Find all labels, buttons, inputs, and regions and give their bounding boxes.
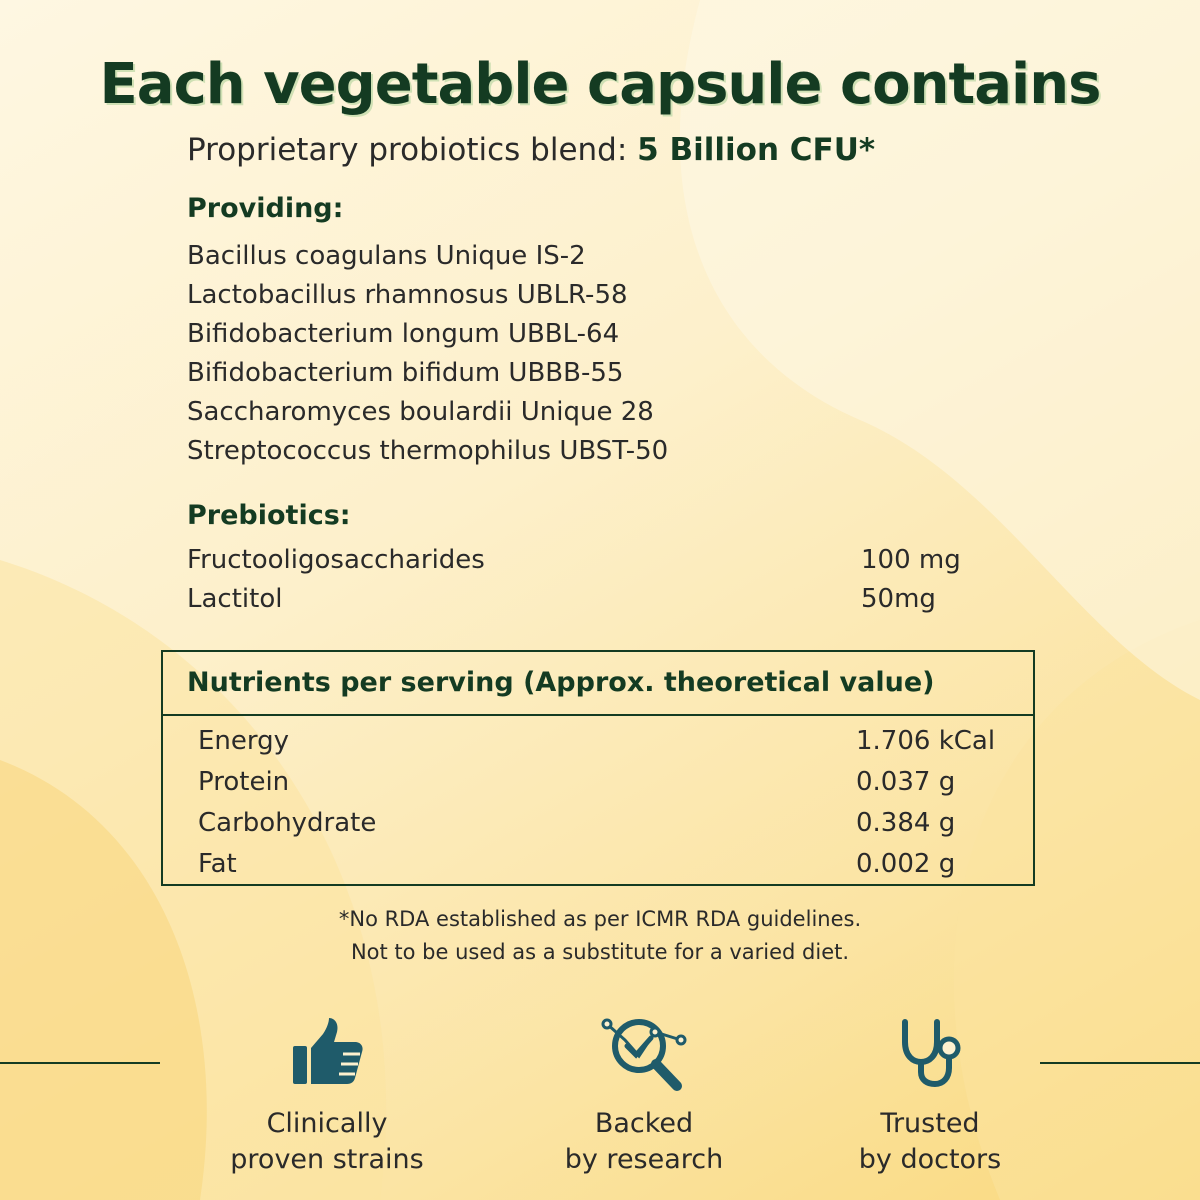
strain-list — [187, 237, 668, 471]
nutrient-name: Fat — [198, 849, 237, 879]
nutrient-name: Energy — [198, 726, 290, 756]
providing-heading: Providing: — [187, 193, 344, 224]
divider-left — [0, 1062, 160, 1064]
feature-line-2: by doctors — [858, 1144, 1002, 1175]
nutrient-value: 0.384 g — [856, 808, 956, 838]
probiotic-blend-line — [187, 132, 875, 168]
nutrient-name: Carbohydrate — [198, 808, 377, 838]
strain-item: Streptococcus thermophilus UBST-50 — [187, 436, 669, 466]
feature-line-2: proven strains — [230, 1144, 424, 1175]
nutrient-value: 1.706 kCal — [856, 726, 996, 756]
footnote-line-2: Not to be used as a substitute for a varied diet. — [350, 940, 850, 964]
feature-line-2: by research — [564, 1144, 724, 1175]
nutrients-table — [161, 650, 1035, 886]
nutrient-value: 0.037 g — [856, 767, 956, 797]
prebiotics-heading: Prebiotics: — [187, 500, 351, 531]
stethoscope-icon — [895, 1016, 965, 1088]
nutrient-row — [163, 761, 1033, 802]
strain-item: Lactobacillus rhamnosus UBLR-58 — [187, 280, 628, 310]
nutrients-table-header: Nutrients per serving (Approx. theoretical value) — [163, 652, 1033, 716]
prebiotic-name: Fructooligosaccharides — [187, 545, 485, 575]
research-magnifier-icon — [601, 1012, 687, 1092]
page-title: Each vegetable capsule contains — [99, 52, 1101, 117]
strain-item: Bacillus coagulans Unique IS-2 — [187, 241, 586, 271]
prebiotic-name: Lactitol — [187, 584, 283, 614]
nutrient-name: Protein — [198, 767, 290, 797]
blend-value: 5 Billion CFU* — [637, 132, 876, 168]
prebiotic-row — [187, 545, 987, 584]
strain-item: Saccharomyces boulardii Unique 28 — [187, 397, 654, 427]
feature-backed-by-research — [494, 1012, 794, 1178]
feature-line-1: Backed — [594, 1108, 694, 1139]
footnote-line-1: *No RDA established as per ICMR RDA guidelines. — [338, 907, 862, 931]
nutrient-row — [163, 802, 1033, 843]
feature-line-1: Clinically — [266, 1108, 388, 1139]
feature-line-1: Trusted — [880, 1108, 980, 1139]
prebiotic-row — [187, 584, 987, 623]
prebiotic-amount: 100 mg — [861, 545, 961, 575]
feature-clinically-proven — [177, 1012, 477, 1178]
thumbs-up-icon — [287, 1016, 367, 1088]
strain-item: Bifidobacterium longum UBBL-64 — [187, 319, 620, 349]
blend-label: Proprietary probiotics blend: — [187, 132, 638, 168]
nutrient-row — [163, 720, 1033, 761]
nutrient-row — [163, 843, 1033, 884]
nutrient-value: 0.002 g — [856, 849, 956, 879]
strain-item: Bifidobacterium bifidum UBBB-55 — [187, 358, 624, 388]
feature-trusted-by-doctors — [780, 1012, 1080, 1178]
prebiotic-amount: 50mg — [861, 584, 936, 614]
